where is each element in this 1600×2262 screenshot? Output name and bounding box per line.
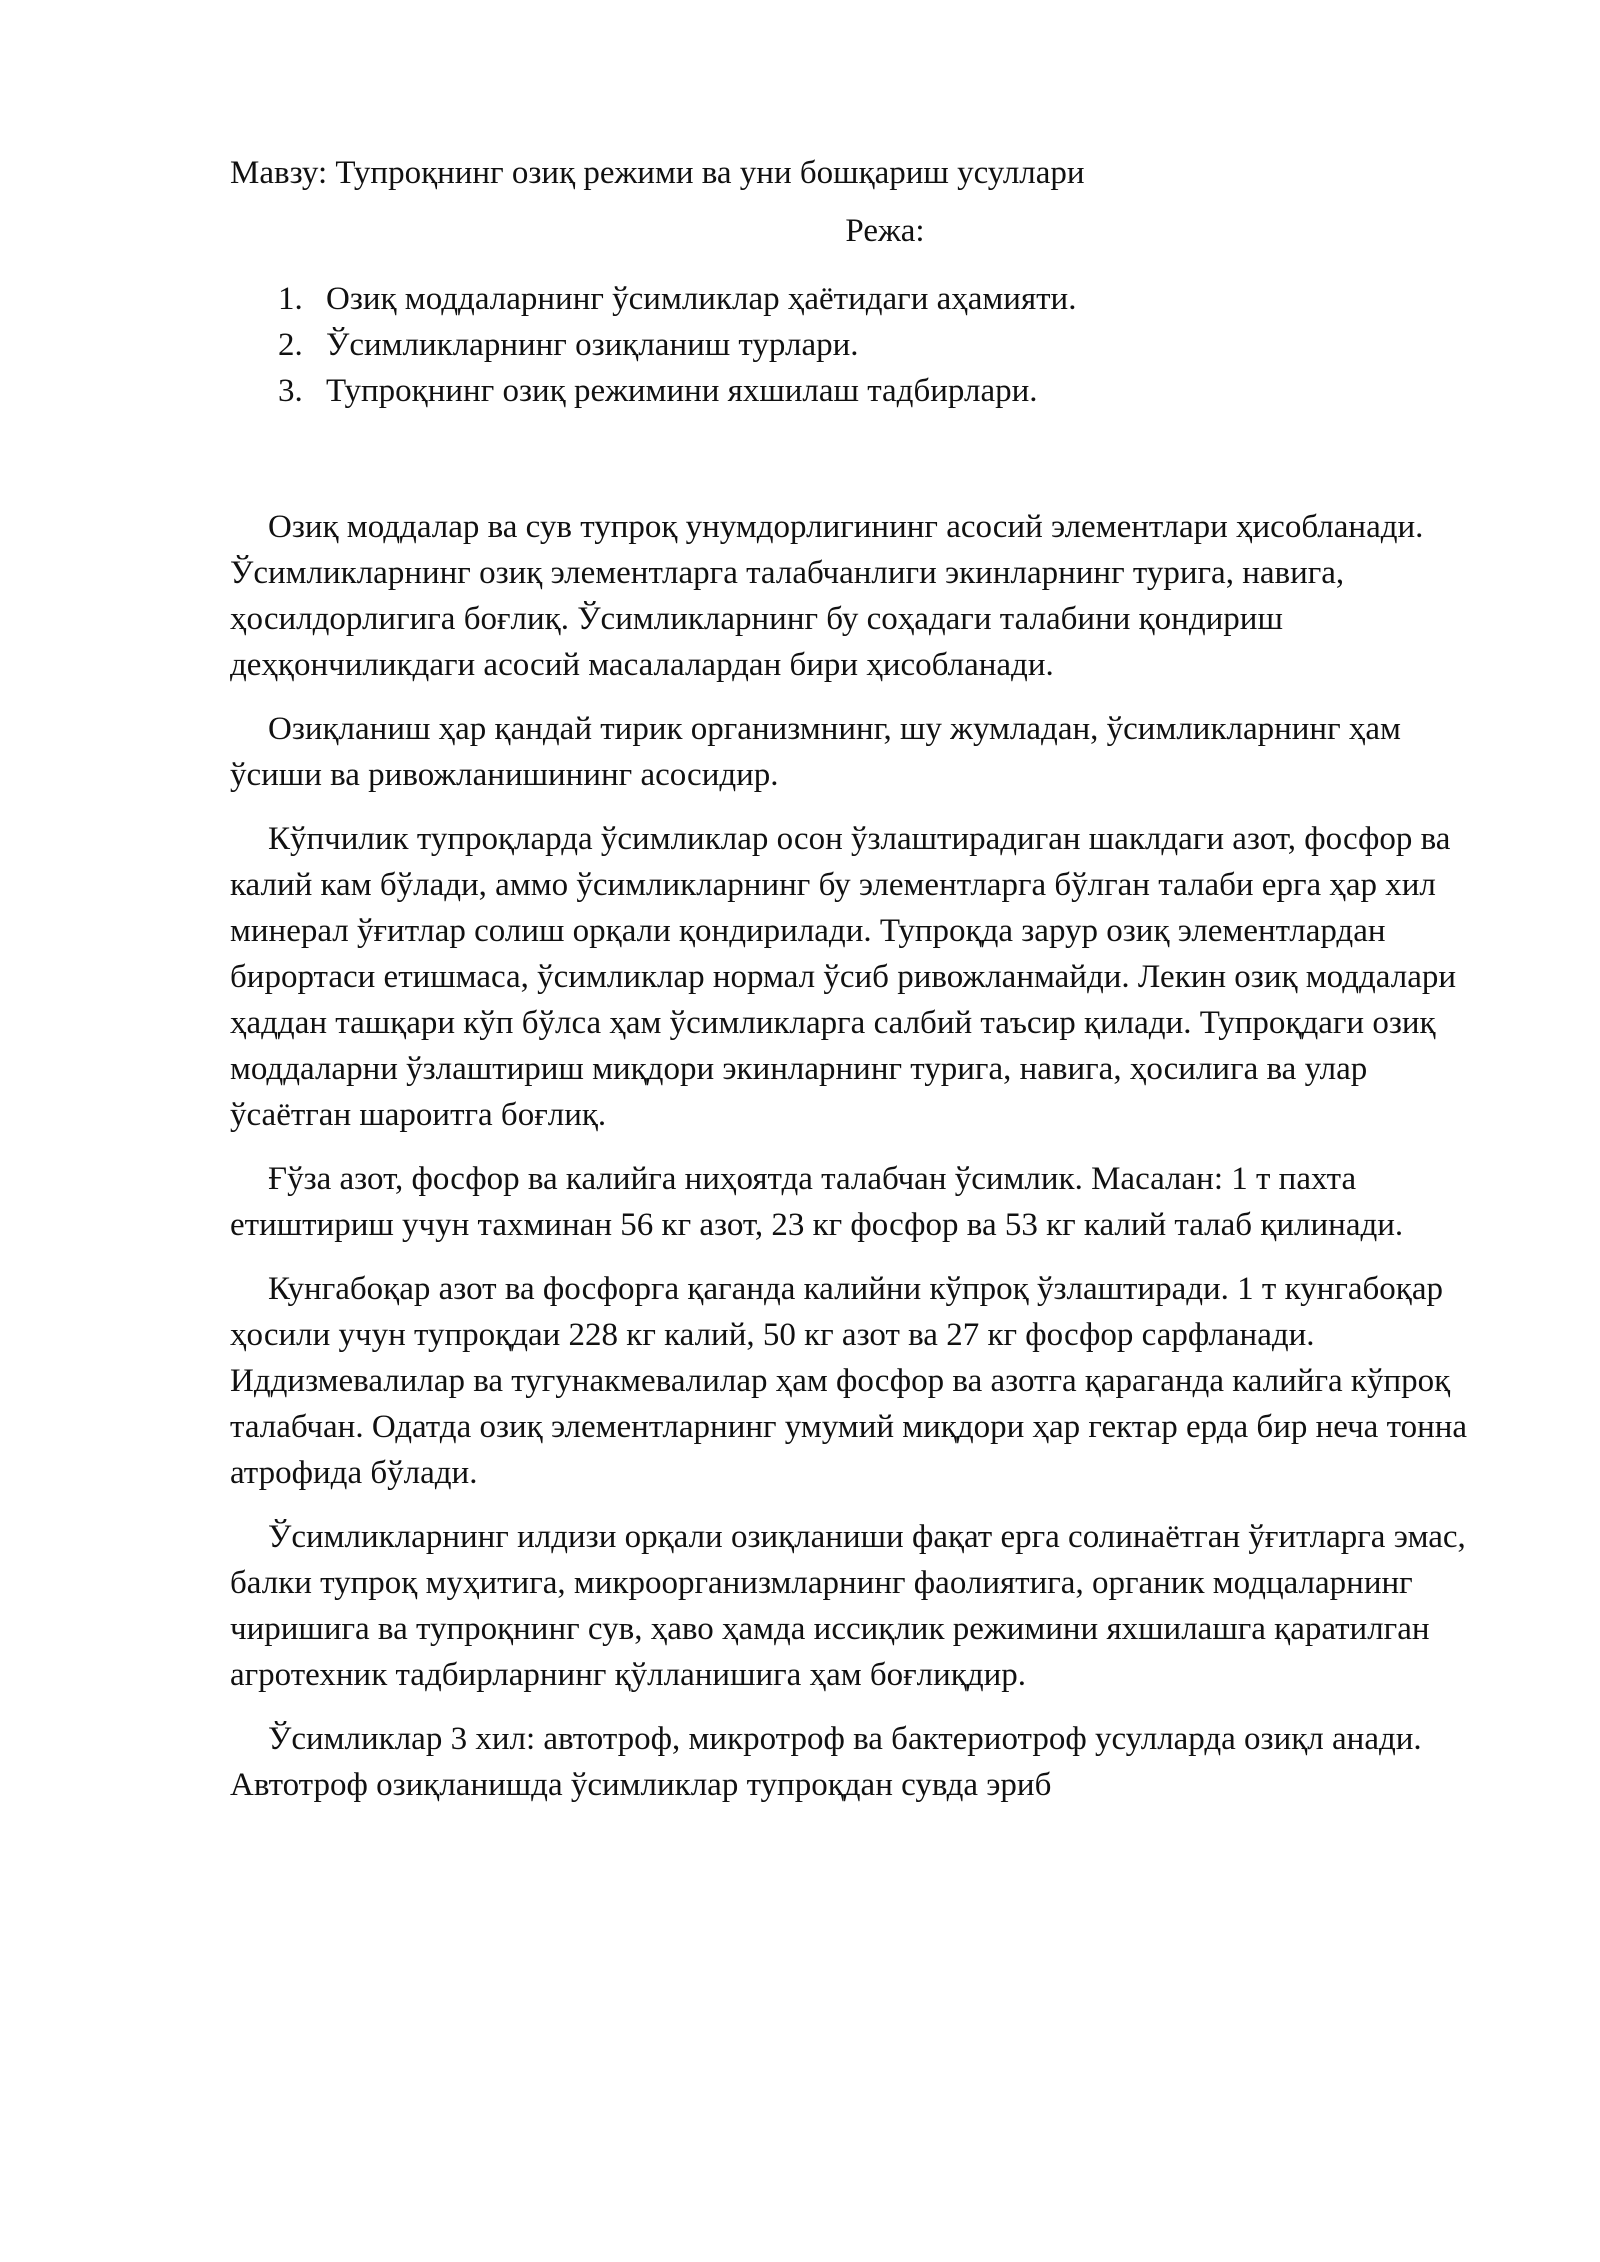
plan-item: [278, 322, 1480, 368]
document-topic: Мавзу: Тупроқнинг озиқ режими ва уни бошқариш усуллари: [230, 155, 1085, 191]
plan-item-number: 3.: [278, 373, 303, 409]
plan-item: [278, 368, 1480, 414]
plan-item-number: 1.: [278, 281, 303, 317]
body-paragraph: Кунгабоқар азот ва фосфорга қаганда калийни кўпроқ ўзлаштиради. 1 т кунгабоқар ҳосили учун тупроқдаи 228 кг калий, 50 кг азот ва 27 кг фосфор сарфланади. Иддизмевалилар ва тугунакмевалилар ҳам фосфор ва азотга қараганда калийга кўпроқ талабчан. Одатда озиқ элементларнинг умумий миқдори ҳар гектар ерда бир неча тонна атрофида бўлади.: [230, 1271, 1468, 1491]
plan-item-text: Тупроқнинг озиқ режимини яхшилаш тадбирлари.: [326, 373, 1038, 409]
body-paragraph: Кўпчилик тупроқларда ўсимликлар осон ўзлаштирадиган шаклдаги азот, фосфор ва калий кам бўлади, аммо ўсимликларнинг бу элементларга бўлган талаби ерга ҳар хил минерал ўғитлар солиш орқали қондирилади. Тупроқда зарур озиқ элементлардан бирортаси етишмаса, ўсимликлар нормал ўсиб ривожланмайди. Лекин озиқ моддалари ҳаддан ташқари кўп бўлса ҳам ўсимликларга салбий таъсир қилади. Тупроқдаги озиқ моддаларни ўзлаштириш миқдори экинларнинг турига, навига, ҳосилига ва улар ўсаётган шароитга боғлиқ.: [230, 821, 1457, 1133]
plan-item-number: 2.: [278, 327, 303, 363]
body-paragraph: Озиқланиш ҳар қандай тирик организмнинг, шу жумладан, ўсимликларнинг ҳам ўсиши ва ривожланишининг асосидир.: [230, 711, 1401, 793]
body-paragraph: Озиқ моддалар ва сув тупроқ унумдорлигининг асосий элементлари ҳисобланади. Ўсимликларнинг озиқ элементларга талабчанлиги экинларнинг турига, навига, ҳосилдорлигига боғлиқ. Ўсимликларнинг бу соҳадаги талабини қондириш деҳқончиликдаги асосий масалалардан бири ҳисобланади.: [230, 509, 1424, 683]
body-paragraph: Ғўза азот, фосфор ва калийга ниҳоятда талабчан ўсимлик. Масалан: 1 т пахта етиштириш учун тахминан 56 кг азот, 23 кг фосфор ва 53 кг калий талаб қилинади.: [230, 1161, 1404, 1243]
document-page: [230, 150, 1480, 1826]
plan-title: Режа:: [845, 213, 925, 249]
body-paragraph: Ўсимликларнинг илдизи орқали озиқланиши фақат ерга солинаётган ўғитларга эмас, балки тупроқ муҳитига, микроорганизмларнинг фаолиятига, органик модцаларнинг чиришига ва тупроқнинг сув, ҳаво ҳамда иссиқлик режимини яхшилашга қаратилган агротехник тадбирларнинг қўлланишига ҳам боғлиқдир.: [230, 1519, 1466, 1693]
plan-list: [230, 276, 1480, 414]
plan-item-text: Ўсимликларнинг озиқланиш турлари.: [326, 327, 859, 363]
body-paragraph: Ўсимликлар 3 хил: автотроф, микротроф ва бактериотроф усулларда озиқл анади. Автотроф озиқланишда ўсимликлар тупроқдан сувда эриб: [230, 1721, 1422, 1803]
plan-item-text: Озиқ моддаларнинг ўсимликлар ҳаётидаги аҳамияти.: [326, 281, 1077, 317]
plan-item: [278, 276, 1480, 322]
document-body: [230, 504, 1480, 1808]
